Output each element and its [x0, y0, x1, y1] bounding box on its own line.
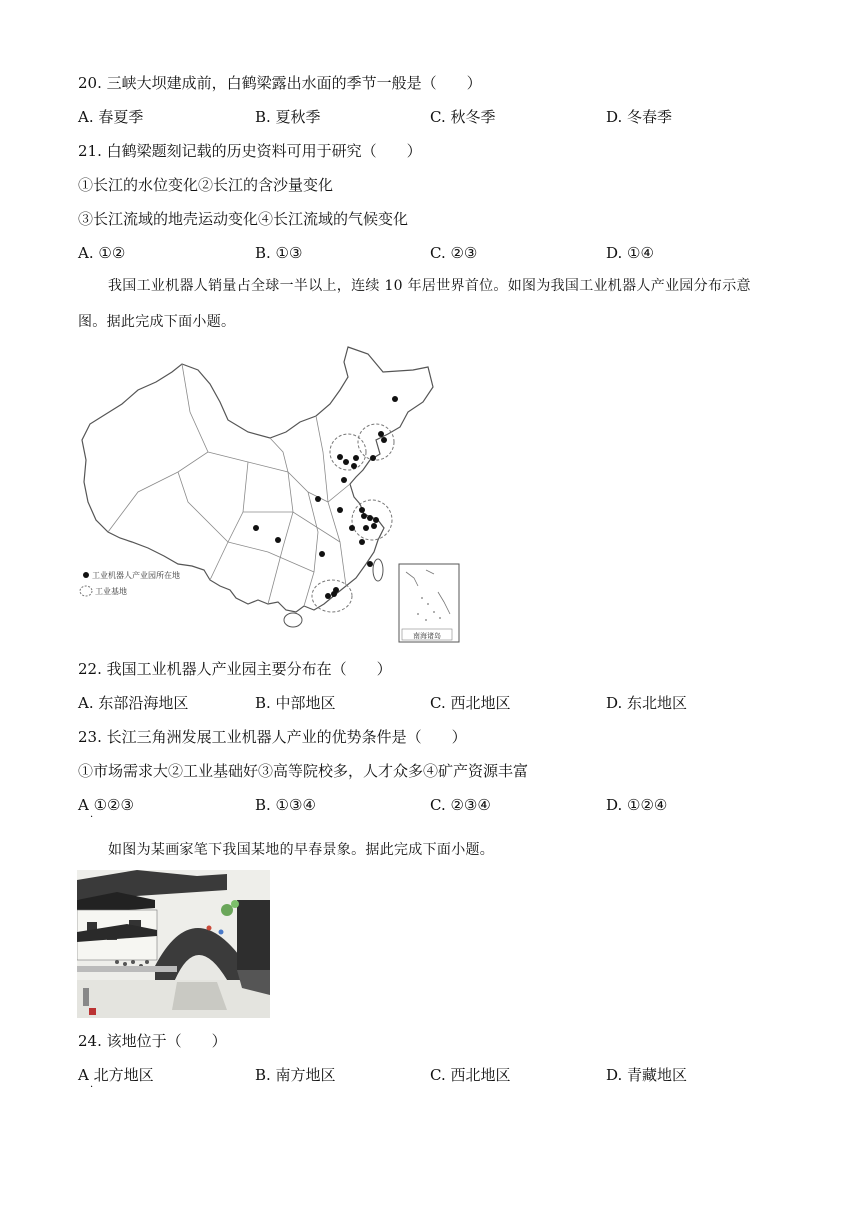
china-robot-park-map — [78, 342, 468, 644]
robot-park-dot — [381, 437, 387, 443]
robot-park-dot — [353, 455, 359, 461]
question-20-option-d: D. 冬春季 — [606, 108, 673, 126]
robot-intro-line-2: 图。据此完成下面小题。 — [78, 314, 236, 330]
question-23-option-c: C. ②③④ — [430, 796, 491, 814]
question-24-option-c: C. 西北地区 — [430, 1066, 511, 1084]
robot-park-dot — [337, 454, 343, 460]
question-24-stem: 24. 该地位于（ ） — [78, 1032, 227, 1050]
legend-park-label: 工业机器人产业园所在地 — [92, 571, 180, 580]
robot-park-dot — [351, 463, 357, 469]
robot-park-dot — [359, 539, 365, 545]
legend-base-label: 工业基地 — [95, 587, 127, 596]
robot-park-dot — [359, 507, 365, 513]
robot-park-dot — [371, 523, 377, 529]
robot-park-dot — [378, 431, 384, 437]
question-20-option-a: A. 春夏季 — [78, 108, 144, 126]
water-town-painting — [77, 870, 270, 1018]
option-dot-mark: · — [90, 1082, 94, 1093]
question-22-stem: 22. 我国工业机器人产业园主要分布在（ ） — [78, 660, 392, 678]
legend-dot-icon — [83, 572, 89, 578]
question-21-items-1: ①长江的水位变化②长江的含沙量变化 — [78, 176, 334, 194]
robot-park-dot — [363, 525, 369, 531]
robot-park-dot — [325, 593, 331, 599]
robot-park-dot — [370, 455, 376, 461]
question-21-option-a: A. ①② — [78, 244, 126, 262]
robot-park-dot — [275, 537, 281, 543]
question-24-option-b: B. 南方地区 — [255, 1066, 336, 1084]
robot-park-dot — [341, 477, 347, 483]
question-21-items-2: ③长江流域的地壳运动变化④长江流域的气候变化 — [78, 210, 409, 228]
robot-park-dot — [367, 515, 373, 521]
taiwan-island — [373, 559, 383, 581]
robot-park-dot — [361, 513, 367, 519]
question-22-option-d: D. 东北地区 — [606, 694, 688, 712]
question-23-option-b: B. ①③④ — [255, 796, 316, 814]
question-22-option-c: C. 西北地区 — [430, 694, 511, 712]
robot-park-dot — [315, 496, 321, 502]
question-20-stem: 20. 三峡大坝建成前，白鹤梁露出水面的季节一般是（ ） — [78, 74, 482, 92]
question-23-option-d: D. ①②④ — [606, 796, 668, 814]
inset-label: 南海诸岛 — [413, 632, 441, 640]
question-23-option-a: A ①②③ — [78, 796, 134, 814]
question-21-stem: 21. 白鹤梁题刻记载的历史资料可用于研究（ ） — [78, 142, 422, 160]
robot-park-dot — [367, 561, 373, 567]
robot-park-dot — [349, 525, 355, 531]
robot-intro-line-1: 我国工业机器人销量占全球一半以上，连续 10 年居世界首位。如图为我国工业机器人产业园分布示意 — [108, 278, 751, 294]
painting-intro: 如图为某画家笔下我国某地的早春景象。据此完成下面小题。 — [108, 842, 495, 858]
robot-park-dot — [373, 517, 379, 523]
question-21-option-d: D. ①④ — [606, 244, 654, 262]
question-23-stem: 23. 长江三角洲发展工业机器人产业的优势条件是（ ） — [78, 728, 467, 746]
question-20-option-b: B. 夏秋季 — [255, 108, 321, 126]
robot-park-dot — [319, 551, 325, 557]
question-24-option-a: A 北方地区 — [78, 1066, 154, 1084]
question-22-option-b: B. 中部地区 — [255, 694, 336, 712]
question-20-option-c: C. 秋冬季 — [430, 108, 496, 126]
question-23-items: ①市场需求大②工业基础好③高等院校多，人才众多④矿产资源丰富 — [78, 762, 529, 780]
robot-park-dot — [343, 459, 349, 465]
question-21-option-b: B. ①③ — [255, 244, 303, 262]
question-21-option-c: C. ②③ — [430, 244, 478, 262]
question-24-option-d: D. 青藏地区 — [606, 1066, 688, 1084]
question-22-option-a: A. 东部沿海地区 — [78, 694, 189, 712]
hainan-island — [284, 613, 302, 627]
legend-circle-icon — [80, 586, 92, 596]
robot-park-dot — [331, 591, 337, 597]
option-dot-mark: · — [90, 812, 94, 823]
robot-park-dot — [392, 396, 398, 402]
robot-park-dot — [253, 525, 259, 531]
robot-park-dot — [337, 507, 343, 513]
